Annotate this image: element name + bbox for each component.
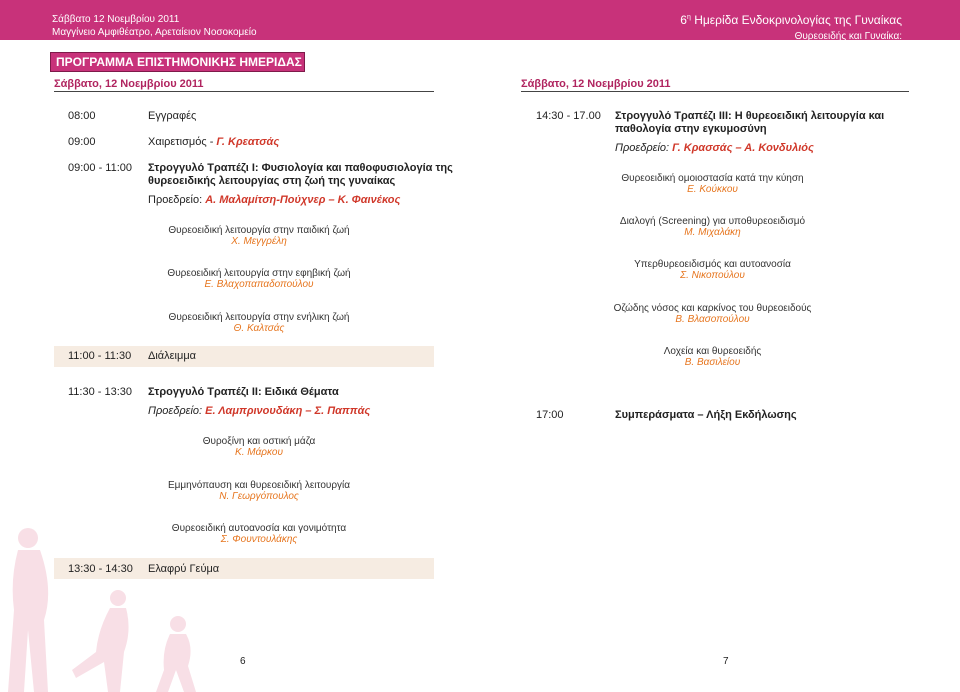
talk-speaker: Ν. Γεωργόπουλος	[219, 491, 299, 502]
row-time: 14:30 - 17.00	[536, 110, 601, 122]
talk-speaker: Β. Βασιλείου	[684, 357, 741, 368]
program-banner: ΠΡΟΓΡΑΜΜΑ ΕΠΙΣΤΗΜΟΝΙΚΗΣ ΗΜΕΡΙΔΑΣ	[50, 52, 305, 72]
header-venue: Μαγγίνειο Αμφιθέατρο, Αρεταίειον Νοσοκομείο	[52, 27, 257, 38]
talk-item	[600, 173, 825, 195]
talk-speaker: Χ. Μεγγρέλη	[231, 236, 287, 247]
talk-title: Λοχεία και θυρεοειδής	[663, 346, 762, 357]
talk-item	[148, 436, 370, 458]
talk-item	[600, 216, 825, 238]
page-number: 6	[240, 656, 246, 667]
chair-line: Προεδρείο: Α. Μαλαμίτση-Πούχνερ – Κ. Φαινέκος	[148, 194, 401, 206]
talk-title: Εμμηνόπαυση και θυρεοειδική λειτουργία	[167, 480, 351, 491]
talk-speaker: Κ. Μάρκου	[235, 447, 283, 458]
talk-title: Θυρεοειδική ομοιοστασία κατά την κύηση	[621, 173, 804, 184]
talk-item	[148, 312, 370, 334]
chair-names: Ε. Λαμπρινουδάκη – Σ. Παππάς	[205, 405, 371, 417]
talk-speaker: Σ. Νικοπούλου	[680, 270, 745, 281]
row-time: 08:00	[68, 110, 96, 122]
talk-title: Θυρεοειδική λειτουργία στην παιδική ζωή	[168, 225, 350, 236]
session-title-cont: παθολογία στην εγκυμοσύνη	[615, 123, 767, 135]
speaker-name: Γ. Κρεατσάς	[216, 136, 280, 148]
talk-item	[148, 268, 370, 290]
row-text: Εγγραφές	[148, 110, 197, 122]
talk-title: Οζώδης νόσος και καρκίνος του θυρεοειδούς	[613, 303, 812, 314]
session-title: Στρογγυλό Τραπέζι ΙΙΙ: Η θυρεοειδική λειτουργία και	[615, 110, 885, 122]
left-date-heading: Σάββατο, 12 Νοεμβρίου 2011	[54, 78, 204, 90]
talk-title: Διαλογή (Screening) για υποθυρεοειδισμό	[619, 216, 806, 227]
talk-item	[148, 480, 370, 502]
talk-title: Θυρεοειδική λειτουργία στην ενήλικη ζωή	[168, 312, 350, 323]
talk-speaker: Β. Βλασοπούλου	[675, 314, 750, 325]
talk-speaker: Ε. Βλαχοπαπαδοπούλου	[204, 279, 314, 290]
left-divider	[54, 91, 434, 92]
talk-speaker: Θ. Καλτσάς	[233, 323, 285, 334]
talk-speaker: Ε. Κούκκου	[687, 184, 738, 195]
header-subtitle: Θυρεοειδής και Γυναίκα:	[794, 31, 902, 42]
silhouettes-decoration-icon	[0, 520, 210, 692]
row-time: 11:30 - 13:30	[68, 386, 133, 398]
page-number: 7	[723, 656, 729, 667]
talk-title: Θυρεοειδική λειτουργία στην εφηβική ζωή	[167, 268, 351, 279]
talk-speaker: Μ. Μιχαλάκη	[684, 227, 741, 238]
header-subtitle-2: Εφηβεία, Εγκυμοσύνη, Εμμηνόπαυση	[734, 43, 902, 54]
row-time: 09:00	[68, 136, 96, 148]
talk-speaker: Σ. Φουντουλάκης	[220, 534, 298, 545]
talk-item	[600, 303, 825, 325]
talk-title: Θυρεοειδική αυτοανοσία και γονιμότητα	[171, 523, 347, 534]
row-time: 09:00 - 11:00	[68, 162, 133, 174]
session-title-cont: θυρεοειδικής λειτουργίας στη ζωή της γυναίκας	[148, 175, 396, 187]
row-text: Ελαφρύ Γεύμα	[148, 563, 220, 575]
session-title: Στρογγυλό Τραπέζι ΙΙ: Ειδικά Θέματα	[148, 386, 339, 398]
talk-title: Υπερθυρεοειδισμός και αυτοανοσία	[634, 259, 791, 270]
talk-title: Θυροξίνη και οστική μάζα	[202, 436, 316, 447]
right-date-heading: Σάββατο, 12 Νοεμβρίου 2011	[521, 78, 671, 90]
chair-names: Γ. Κρασσάς – Α. Κονδυλιός	[672, 142, 814, 154]
chair-names: Α. Μαλαμίτση-Πούχνερ – Κ. Φαινέκος	[205, 194, 401, 206]
row-text: Χαιρετισμός - Γ. Κρεατσάς	[148, 136, 280, 148]
row-time: 13:30 - 14:30	[68, 563, 133, 575]
row-text: Διάλειμμα	[148, 350, 197, 362]
row-time: 17:00	[536, 409, 564, 421]
chair-line: Προεδρείο: Γ. Κρασσάς – Α. Κονδυλιός	[615, 142, 814, 154]
session-title: Στρογγυλό Τραπέζι Ι: Φυσιολογία και παθοφυσιολογία της	[148, 162, 453, 174]
talk-item	[600, 259, 825, 281]
talk-item	[148, 225, 370, 247]
closing-text: Συμπεράσματα – Λήξη Εκδήλωσης	[615, 409, 797, 421]
header-date: Σάββατο 12 Νοεμβρίου 2011	[52, 14, 180, 25]
header-event-title: $6^\eta$ Ημερίδα Ενδοκρινολογίας της Γυναίκας	[680, 13, 902, 27]
chair-line: Προεδρείο: Ε. Λαμπρινουδάκη – Σ. Παππάς	[148, 405, 371, 417]
talk-item	[600, 346, 825, 368]
right-divider	[521, 91, 909, 92]
row-time: 11:00 - 11:30	[68, 350, 132, 362]
